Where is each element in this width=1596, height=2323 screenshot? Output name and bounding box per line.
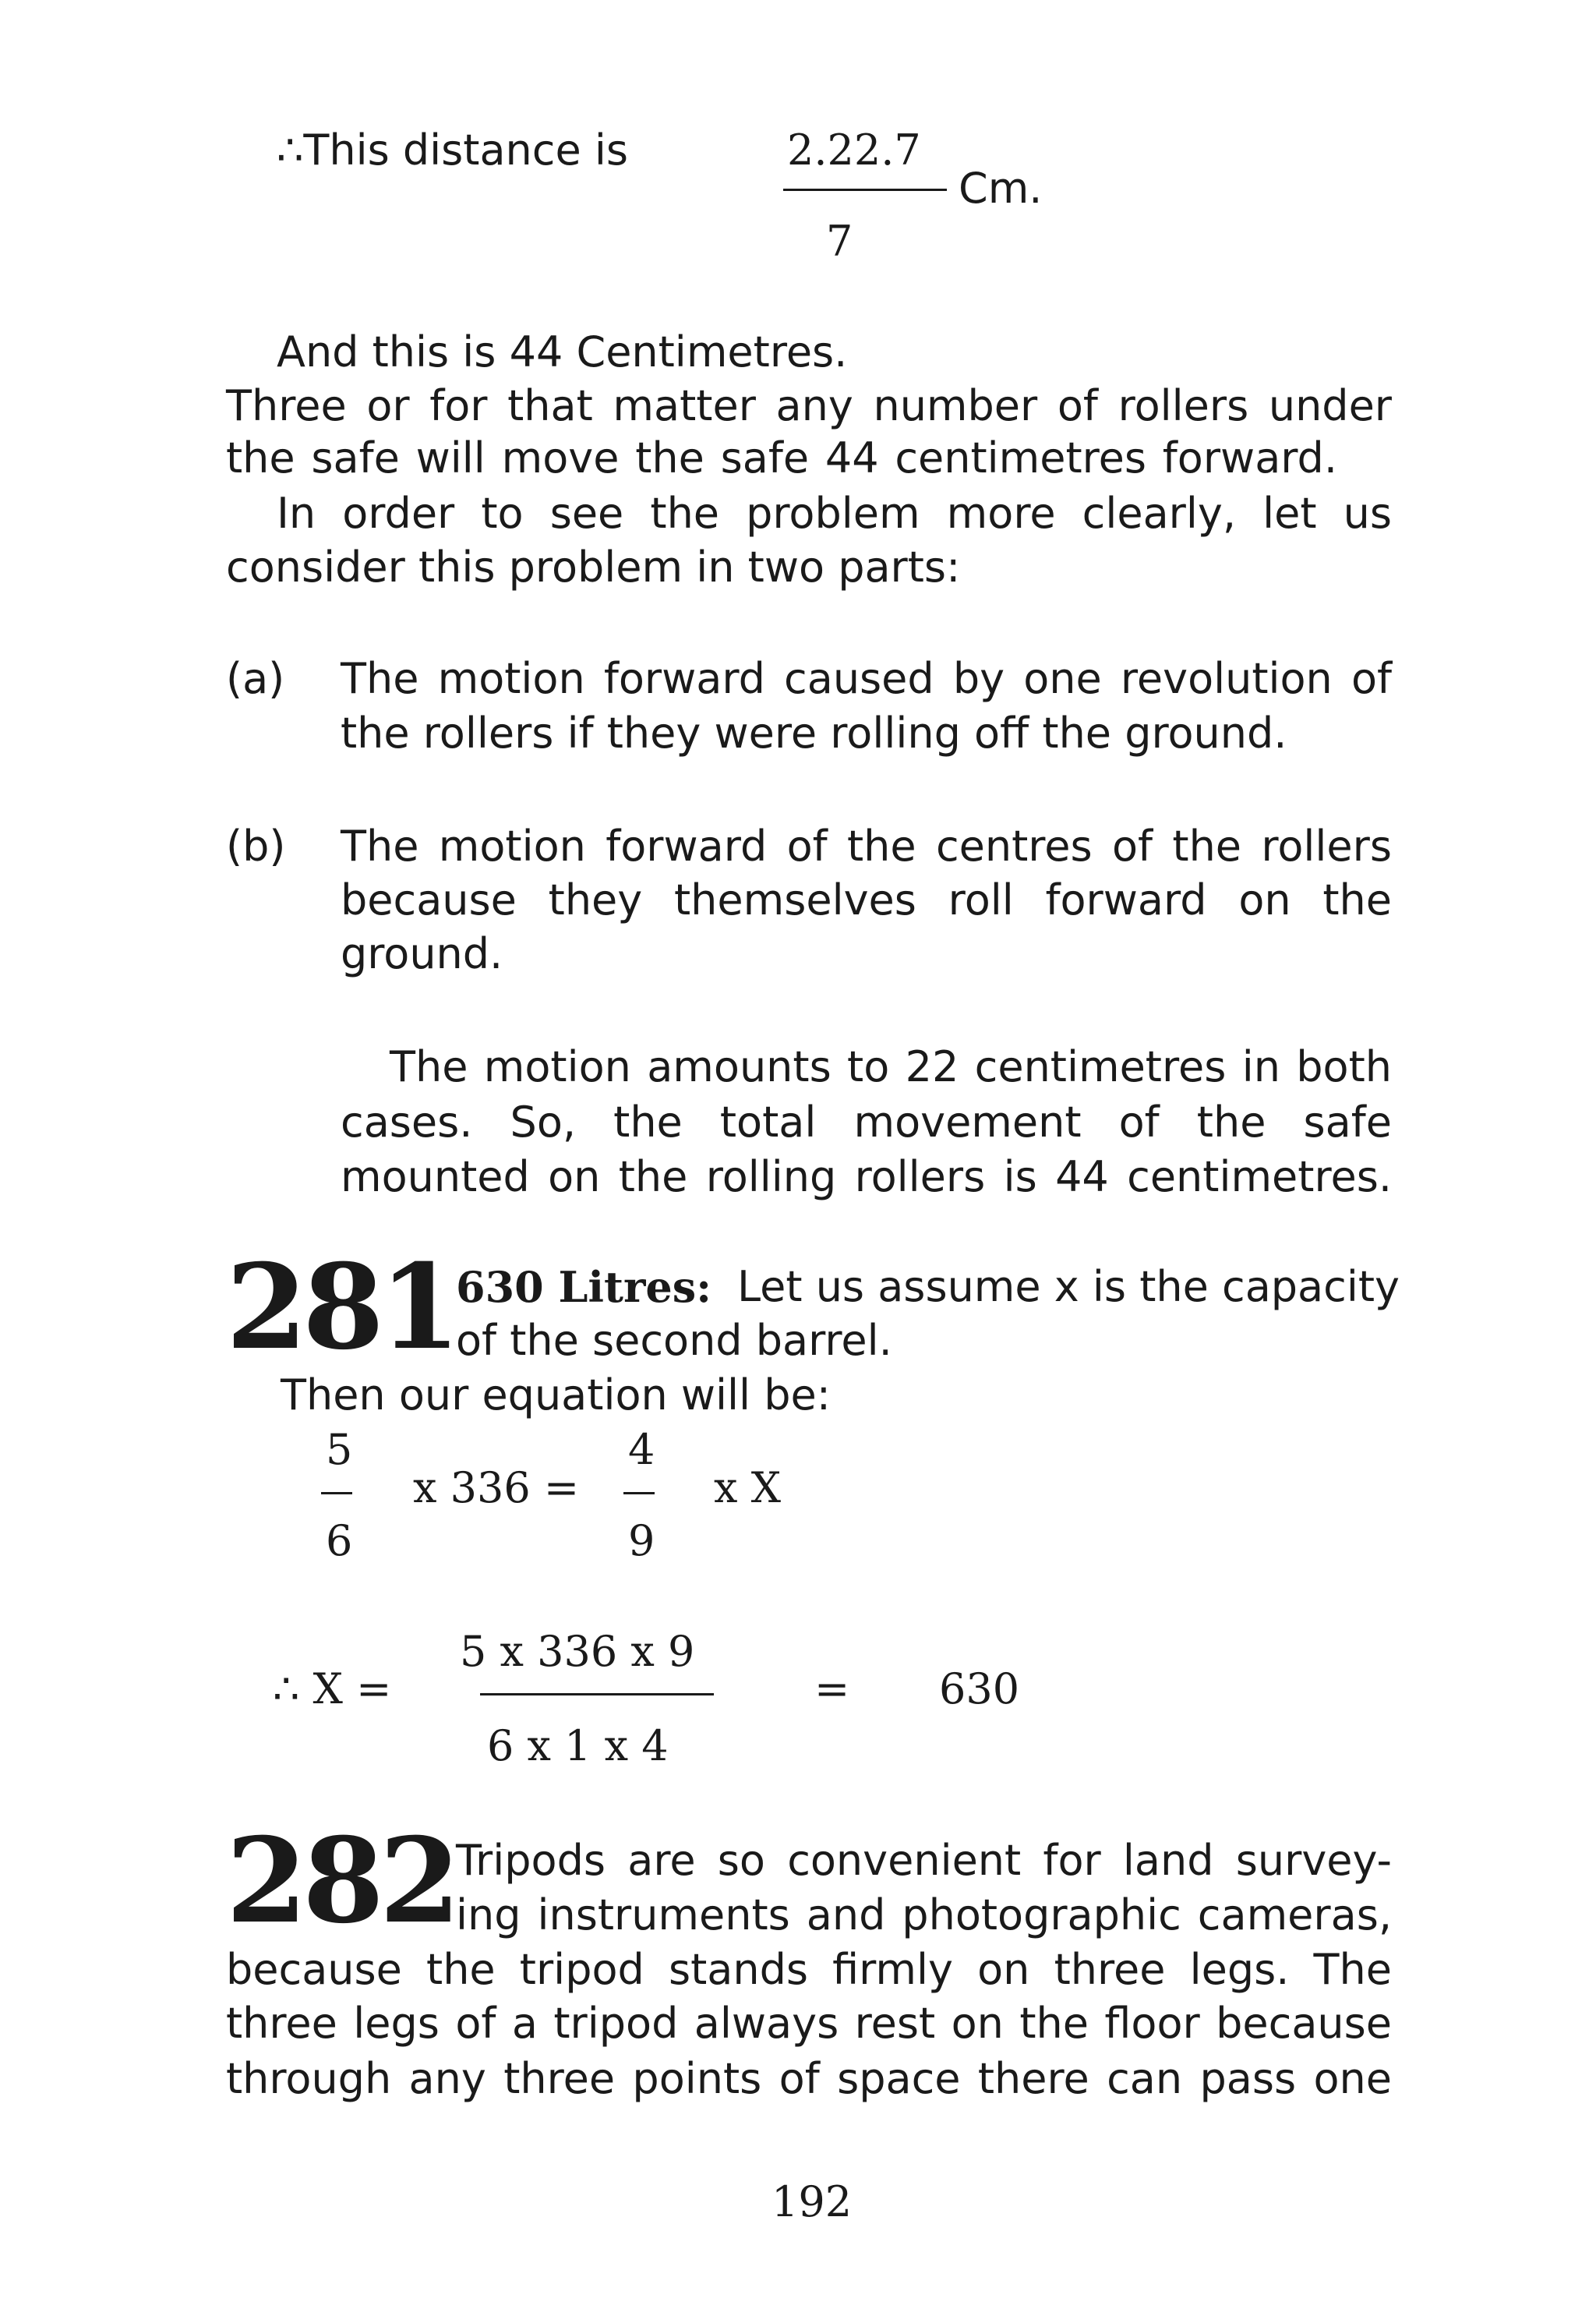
distance-label: ∴This distance is xyxy=(277,126,628,175)
question-number-281: 281 xyxy=(226,1239,457,1376)
q282-text-line: through any three points of space there can pass one xyxy=(226,2054,1392,2103)
list-item-b-line: The motion forward of the centres of the rollers xyxy=(341,822,1392,871)
eq1-bar-right xyxy=(623,1492,655,1494)
q281-text-line: Then our equation will be: xyxy=(281,1370,831,1420)
distance-fraction-bar xyxy=(783,189,947,191)
list-marker-a: (a) xyxy=(226,654,285,703)
question-number-282: 282 xyxy=(226,1812,457,1950)
eq2-numerator: 5 x 336 x 9 xyxy=(460,1627,695,1676)
q282-text-line: Tripods are so convenient for land survey- xyxy=(456,1836,1392,1885)
list-marker-b: (b) xyxy=(226,822,286,871)
list-item-b-line: because they themselves roll forward on the xyxy=(341,875,1392,925)
distance-numerator: 2.22.7 xyxy=(787,126,921,175)
text-line: the safe will move the safe 44 centimetres forward. xyxy=(226,433,1337,483)
eq1-bar-left xyxy=(321,1492,352,1494)
eq1-tail: x X xyxy=(714,1463,782,1512)
list-item-a-line: The motion forward caused by one revolution of xyxy=(341,654,1392,703)
q281-text-line: of the second barrel. xyxy=(456,1316,892,1365)
distance-unit: Cm. xyxy=(959,164,1043,213)
text-line: mounted on the rolling rollers is 44 centimetres. xyxy=(341,1152,1392,1201)
q281-answer: 630 Litres: xyxy=(456,1262,712,1312)
distance-denominator: 7 xyxy=(826,217,853,266)
text-line: cases. So, the total movement of the safe xyxy=(341,1098,1392,1147)
text-line: In order to see the problem more clearly, let us xyxy=(277,489,1392,538)
page-number: 192 xyxy=(772,2177,853,2226)
list-item-a-line: the rollers if they were rolling off the ground. xyxy=(341,709,1287,758)
eq1-numerator-left: 5 xyxy=(326,1425,353,1474)
eq1-denominator-right: 9 xyxy=(628,1516,655,1565)
text-line: The motion amounts to 22 centimetres in both xyxy=(390,1042,1392,1091)
q282-text-line: because the tripod stands firmly on three legs. The xyxy=(226,1945,1392,1994)
q282-text-line: ing instruments and photographic cameras, xyxy=(456,1890,1392,1939)
text-line: consider this problem in two parts: xyxy=(226,543,961,592)
q281-text-line: Let us assume x is the capacity xyxy=(737,1262,1400,1311)
text-line: Three or for that matter any number of rollers under xyxy=(226,381,1392,430)
eq2-denominator: 6 x 1 x 4 xyxy=(487,1721,669,1770)
eq2-equals: = xyxy=(814,1664,850,1713)
eq1-denominator-left: 6 xyxy=(326,1516,353,1565)
eq2-fraction-bar xyxy=(480,1693,714,1695)
text-line: And this is 44 Centimetres. xyxy=(277,327,848,377)
list-item-b-line: ground. xyxy=(341,929,503,978)
eq1-middle: x 336 = xyxy=(413,1463,580,1512)
eq1-numerator-right: 4 xyxy=(628,1425,655,1474)
eq2-result: 630 xyxy=(939,1664,1020,1713)
q282-text-line: three legs of a tripod always rest on the floor because xyxy=(226,1999,1392,2048)
q281-answer-line xyxy=(456,1262,712,1312)
eq2-prefix: ∴ X = xyxy=(273,1664,392,1713)
